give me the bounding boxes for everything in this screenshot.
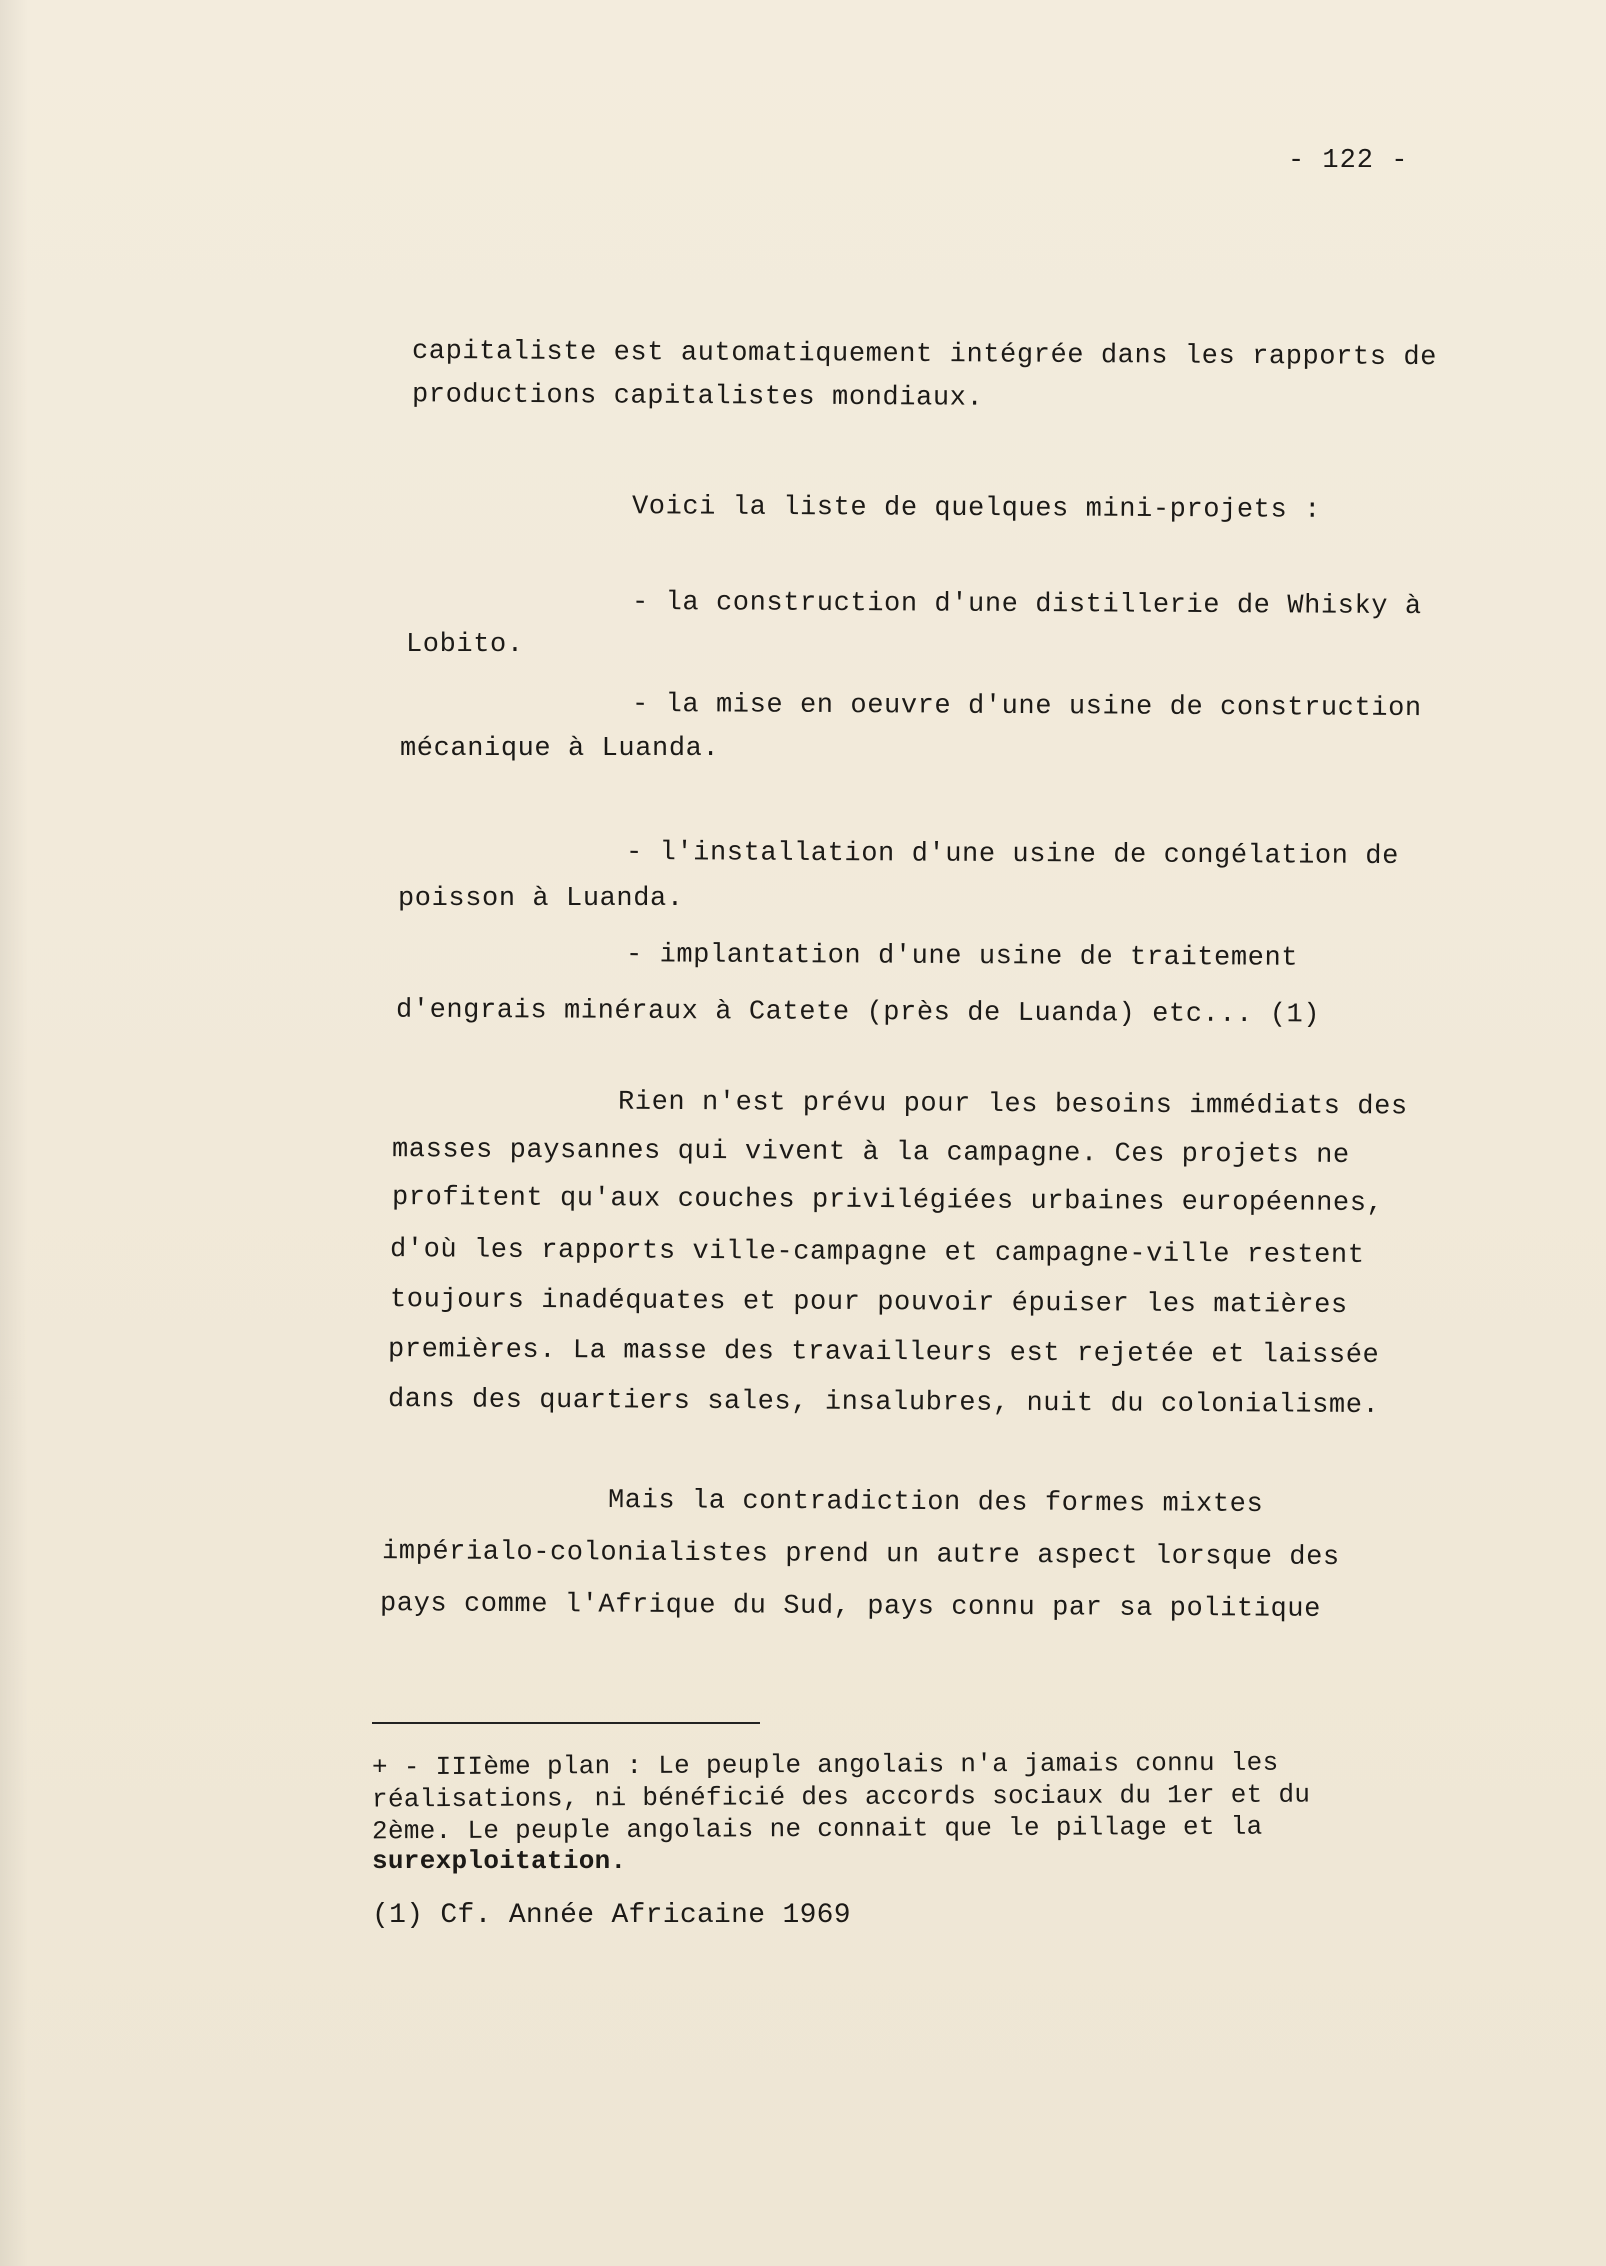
- body-line: capitaliste est automatiquement intégrée dans les rapports de: [411, 336, 1438, 374]
- body-line: poisson à Luanda.: [398, 884, 684, 914]
- body-line: - la construction d'une distillerie de Whisky à: [631, 587, 1422, 623]
- footnote-separator: [372, 1722, 760, 1724]
- body-line: Voici la liste de quelques mini-projets :: [631, 492, 1321, 526]
- body-line: productions capitalistes mondiaux.: [411, 380, 984, 414]
- body-line: d'engrais minéraux à Catete (près de Luanda) etc... (1): [395, 995, 1321, 1031]
- body-line: - la mise en oeuvre d'une usine de construction: [631, 689, 1422, 725]
- footnote-line: réalisations, ni bénéficié des accords sociaux du 1er et du: [371, 1779, 1311, 1815]
- footnote-line: 2ème. Le peuple angolais ne connait que le pillage et la: [371, 1811, 1263, 1847]
- body-line: pays comme l'Afrique du Sud, pays connu par sa politique: [379, 1589, 1322, 1625]
- footnote-line: + - IIIème plan : Le peuple angolais n'a jamais connu les: [371, 1747, 1279, 1783]
- body-line: masses paysannes qui vivent à la campagne. Ces projets ne: [391, 1135, 1350, 1171]
- body-line: mécanique à Luanda.: [400, 734, 720, 764]
- body-line: premières. La masse des travailleurs est rejetée et laissée: [387, 1334, 1380, 1372]
- body-line: impérialo-colonialistes prend un autre aspect lorsque des: [381, 1537, 1340, 1573]
- body-line: Rien n'est prévu pour les besoins immédiats des: [617, 1087, 1408, 1123]
- body-line: Lobito.: [406, 630, 524, 660]
- body-line: d'où les rapports ville-campagne et campagne-ville restent: [389, 1235, 1365, 1271]
- body-line: - l'installation d'une usine de congélation de: [625, 837, 1399, 873]
- body-line: profitent qu'aux couches privilégiées urbaines européennes,: [391, 1182, 1384, 1220]
- body-line: - implantation d'une usine de traitement: [625, 940, 1299, 974]
- footnote-line-bold: surexploitation.: [372, 1846, 627, 1876]
- page-number: - 122 -: [1288, 146, 1409, 176]
- body-line: Mais la contradiction des formes mixtes: [607, 1485, 1264, 1521]
- footnote-reference: (1) Cf. Année Africaine 1969: [372, 1900, 851, 1931]
- body-line: toujours inadéquates et pour pouvoir épuiser les matières: [389, 1285, 1348, 1321]
- body-line: dans des quartiers sales, insalubres, nuit du colonialisme.: [387, 1384, 1380, 1422]
